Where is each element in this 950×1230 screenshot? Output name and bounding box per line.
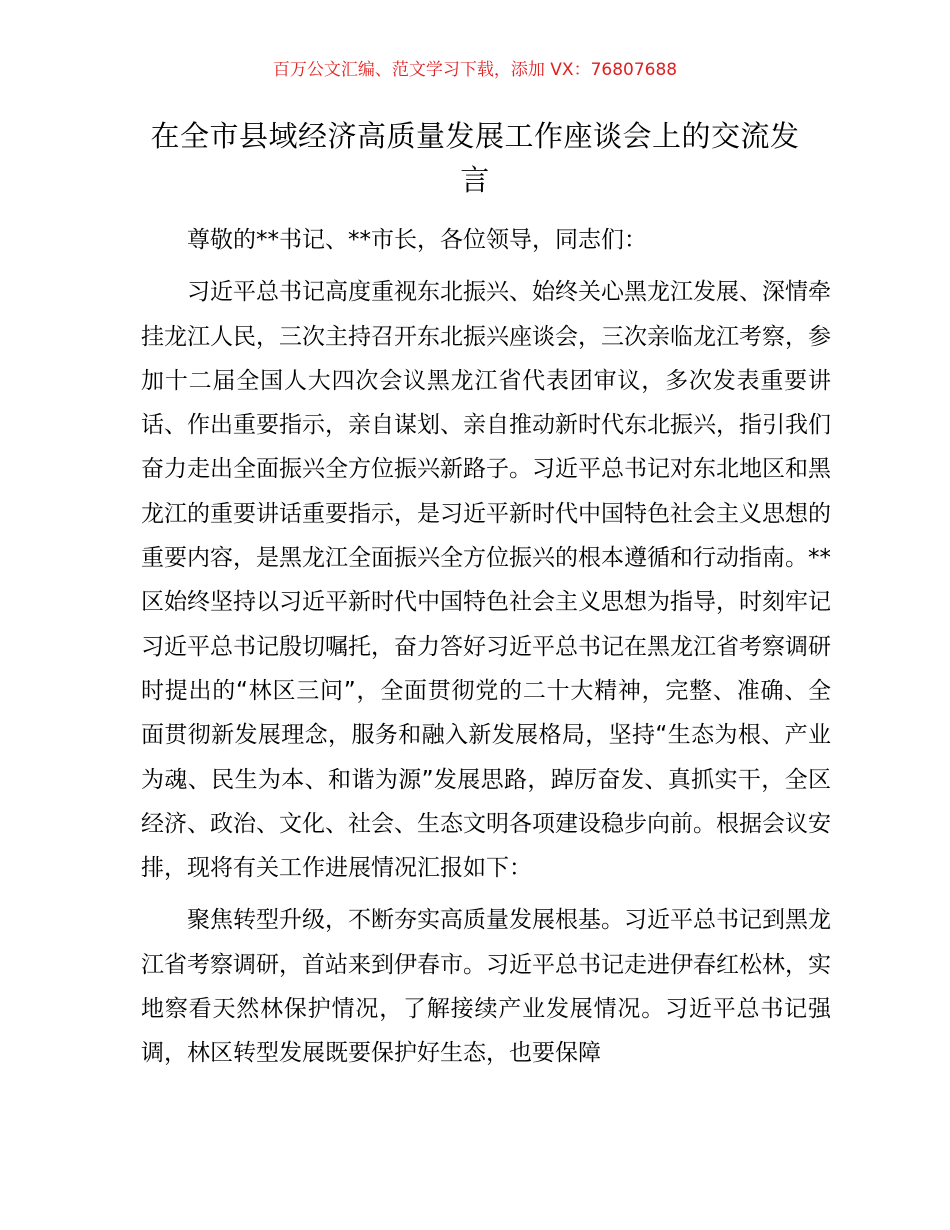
body-paragraph-2: 聚焦转型升级，不断夯实高质量发展根基。习近平总书记到黑龙江省考察调研，首站来到伊春市。习近平总书记走进伊春红松林，实地察看天然林保护情况，了解接续产业发展情况。习近平总书记强调，林区转型发展既要保护好生态，也要保障 bbox=[141, 907, 831, 1067]
body-paragraph-1: 习近平总书记高度重视东北振兴、始终关心黑龙江发展、深情牵挂龙江人民，三次主持召开东北振兴座谈会，三次亲临龙江考察，参加十二届全国人大四次会议黑龙江省代表团审议，多次发表重要讲话、作出重要指示，亲自谋划、亲自推动新时代东北振兴，指引我们奋力走出全面振兴全方位振兴新路子。习近平总书记对东北地区和黑龙江的重要讲话重要指示，是习近平新时代中国特色社会主义思想的重要内容，是黑龙江全面振兴全方位振兴的根本遵循和行动指南。**区始终坚持以习近平新时代中国特色社会主义思想为指导，时刻牢记习近平总书记殷切嘱托，奋力答好习近平总书记在黑龙江省考察调研时提出的“林区三问”，全面贯彻党的二十大精神，完整、准确、全面贯彻新发展理念，服务和融入新发展格局，坚持“生态为根、产业为魂、民生为本、和谐为源”发展思路，踔厉奋发、真抓实干，全区经济、政治、文化、社会、生态文明各项建设稳步向前。根据会议安排，现将有关工作进展情况汇报如下： bbox=[141, 279, 831, 882]
salutation: 尊敬的**书记、**市长，各位领导，同志们： bbox=[187, 227, 647, 253]
page-header-promo: 百万公文汇编、范文学习下载，添加 VX：76807688 bbox=[272, 60, 678, 80]
document-title: 在全市县域经济高质量发展工作座谈会上的交流发言 bbox=[150, 119, 800, 197]
document-body bbox=[141, 218, 831, 1076]
